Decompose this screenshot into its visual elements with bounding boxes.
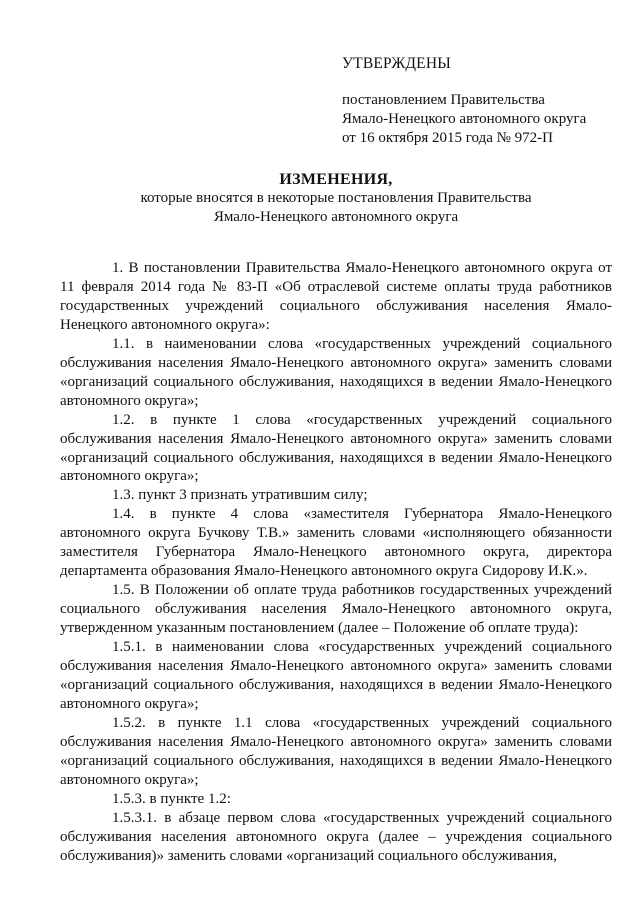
- approval-line: постановлением Правительства: [342, 92, 545, 108]
- paragraph: 1.4. в пункте 4 слова «заместителя Губернатора Ямало-Ненецкого автономного округа Бучкову Т.В.» заменить словами «исполняющего обязанности заместителя Губернатора Ямало-Ненецкого автономного округа, директора департамента образования Ямало-Ненецкого автономного округа Сидорову И.К.».: [60, 506, 612, 580]
- paragraph: 1.5.3. в пункте 1.2:: [112, 790, 231, 807]
- paragraph: 1.5.2. в пункте 1.1 слова «государственных учреждений социального обслуживания населения Ямало-Ненецкого автономного округа» заменить словами «организаций социального обслуживания, находящихся в ведении Ямало-Ненецкого автономного округа»;: [60, 714, 612, 788]
- document-subtitle-line: которые вносятся в некоторые постановления Правительства: [140, 190, 532, 206]
- paragraph: 1.1. в наименовании слова «государственных учреждений социального обслуживания населения Ямало-Ненецкого автономного округа» заменить словами «организаций социального обслуживания, находящихся в ведении Ямало-Ненецкого автономного округа»;: [60, 335, 612, 409]
- document-subtitle-line: Ямало-Ненецкого автономного округа: [213, 209, 459, 225]
- paragraph: 1.2. в пункте 1 слова «государственных учреждений социального обслуживания населения Ямало-Ненецкого автономного округа» заменить словами «организаций социального обслуживания, находящихся в ведении Ямало-Ненецкого автономного округа»;: [60, 411, 612, 485]
- paragraph: 1.3. пункт 3 признать утратившим силу;: [112, 487, 368, 504]
- approval-block: [342, 54, 632, 148]
- approval-stamp: УТВЕРЖДЕНЫ: [342, 55, 451, 72]
- paragraph: 1.5.1. в наименовании слова «государственных учреждений социального обслуживания населения Ямало-Ненецкого автономного округа» заменить словами «организаций социального обслуживания, находящихся в ведении Ямало-Ненецкого автономного округа»;: [60, 639, 612, 712]
- approval-line: от 16 октября 2015 года № 972-П: [342, 130, 554, 146]
- paragraph: 1.5. В Положении об оплате труда работников государственных учреждений социального обслуживания населения Ямало-Ненецкого автономного округа, утвержденном указанным постановлением (далее – Положение об оплате труда):: [60, 582, 612, 637]
- document-body: [60, 259, 612, 866]
- document-heading: [60, 170, 612, 227]
- paragraph: 1. В постановлении Правительства Ямало-Ненецкого автономного округа от 11 февраля 2014 года № 83-П «Об отраслевой системе оплаты труда работников государственных учреждений социального обслуживания населения Ямало-Ненецкого автономного округа»:: [60, 260, 612, 333]
- paragraph: 1.5.3.1. в абзаце первом слова «государственных учреждений социального обслуживания населения автономного округа (далее – учреждения социального обслуживания)» заменить словами «организаций социального обслуживания,: [60, 809, 612, 864]
- document-title: ИЗМЕНЕНИЯ,: [279, 171, 393, 188]
- approval-line: Ямало-Ненецкого автономного округа: [342, 111, 587, 127]
